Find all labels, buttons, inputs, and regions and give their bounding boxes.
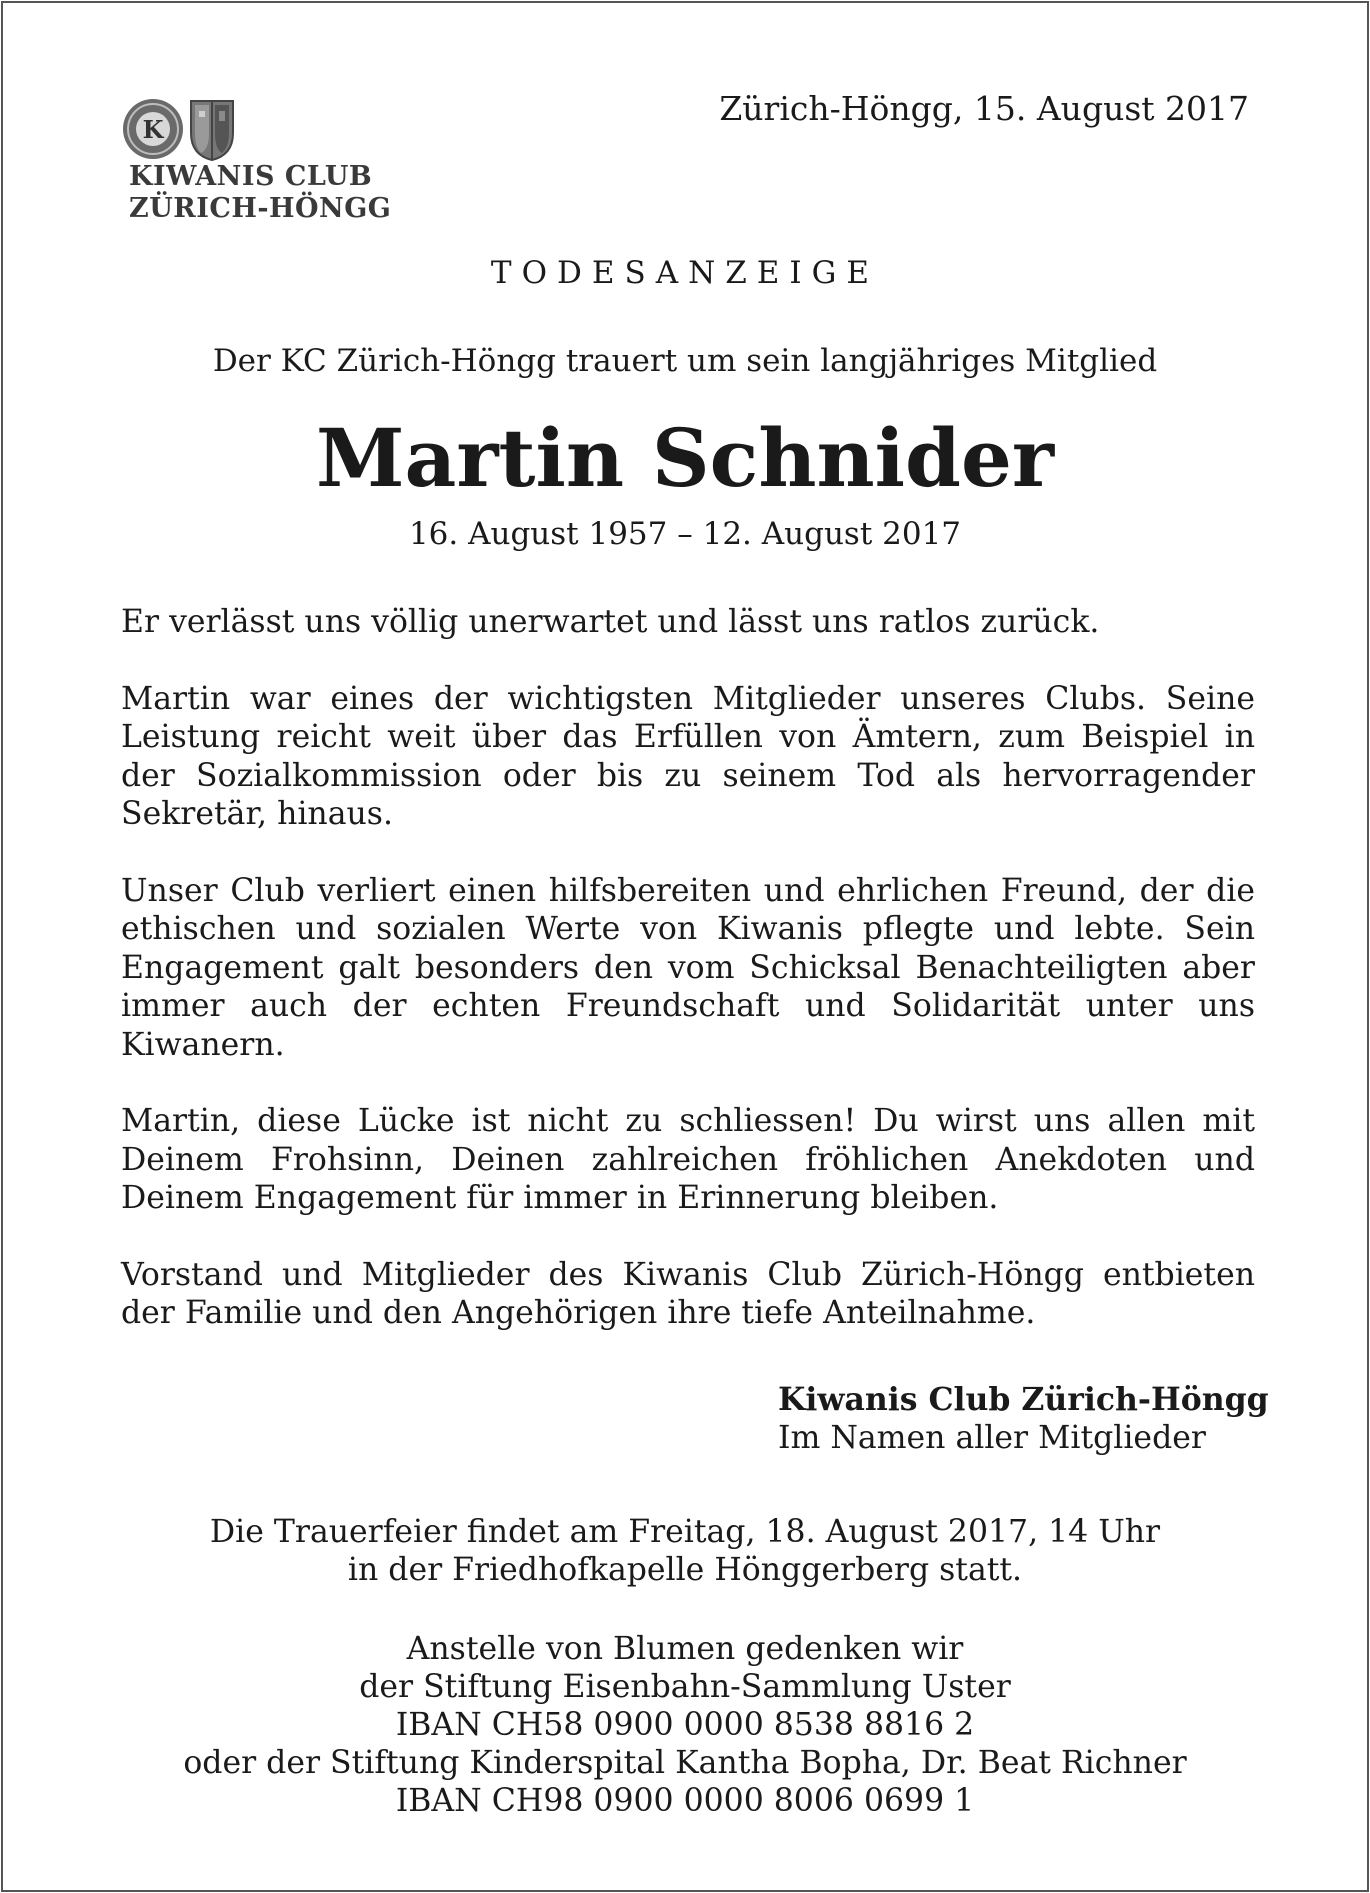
kiwanis-emblem-icon [121, 97, 241, 161]
notice-body [121, 603, 1255, 1371]
service-line: Die Trauerfeier findet am Freitag, 18. August 2017, 14 Uhr [209, 1514, 1161, 1550]
donation-iban: IBAN CH98 0900 0000 8006 0699 1 [395, 1783, 975, 1819]
body-paragraph: Martin war eines der wichtigsten Mitglieder unseres Clubs. Seine Leistung reicht weit über das Erfüllen von Ämtern, zum Beispiel in der Sozialkommission oder bis zu seinem Tod als hervorragender Sekretär, hinaus. [121, 680, 1255, 832]
body-paragraph: Unser Club verliert einen hilfsbereiten und ehrlichen Freund, der die ethischen und sozialen Werte von Kiwanis pflegte und lebte. Sein Engagement galt besonders den vom Schicksal Benachteiligten aber immer auch der echten Freundschaft und Solidarität unter uns Kiwanern. [121, 872, 1255, 1063]
donation-iban: IBAN CH58 0900 0000 8538 8816 2 [395, 1707, 975, 1743]
body-paragraph: Vorstand und Mitglieder des Kiwanis Club Zürich-Höngg entbieten der Familie und den Angehörigen ihre tiefe Anteilnahme. [121, 1256, 1255, 1331]
body-paragraph: Martin, diese Lücke ist nicht zu schliessen! Du wirst uns allen mit Deinem Frohsinn, Deinen zahlreichen fröhlichen Anekdoten und Deinem Engagement für immer in Erinnerung bleiben. [121, 1103, 1255, 1216]
service-info [3, 1513, 1367, 1589]
emblem-letter: K [142, 115, 164, 144]
life-dates: 16. August 1957 – 12. August 2017 [408, 516, 962, 552]
obituary-notice [1, 1, 1369, 1892]
signature-subtitle: Im Namen aller Mitglieder [778, 1420, 1206, 1456]
donation-line: oder der Stiftung Kinderspital Kantha Bopha, Dr. Beat Richner [183, 1745, 1187, 1781]
club-logo [121, 97, 391, 227]
logo-text-line-1: KIWANIS CLUB [129, 161, 373, 192]
body-paragraph: Er verlässt uns völlig unerwartet und lässt uns ratlos zurück. [121, 604, 1100, 640]
service-line: in der Friedhofkapelle Hönggerberg statt. [347, 1552, 1023, 1588]
signature-org: Kiwanis Club Zürich-Höngg [778, 1381, 1269, 1418]
deceased-name: Martin Schnider [315, 411, 1055, 505]
place-and-date: Zürich-Höngg, 15. August 2017 [719, 89, 1249, 128]
signature-block [778, 1381, 1269, 1457]
donation-info [3, 1630, 1367, 1820]
donation-line: Anstelle von Blumen gedenken wir [406, 1631, 964, 1667]
donation-line: der Stiftung Eisenbahn-Sammlung Uster [359, 1669, 1011, 1705]
notice-heading: TODESANZEIGE [490, 255, 880, 291]
intro-line: Der KC Zürich-Höngg trauert um sein langjähriges Mitglied [212, 343, 1158, 379]
logo-text-line-2: ZÜRICH-HÖNGG [129, 193, 392, 224]
